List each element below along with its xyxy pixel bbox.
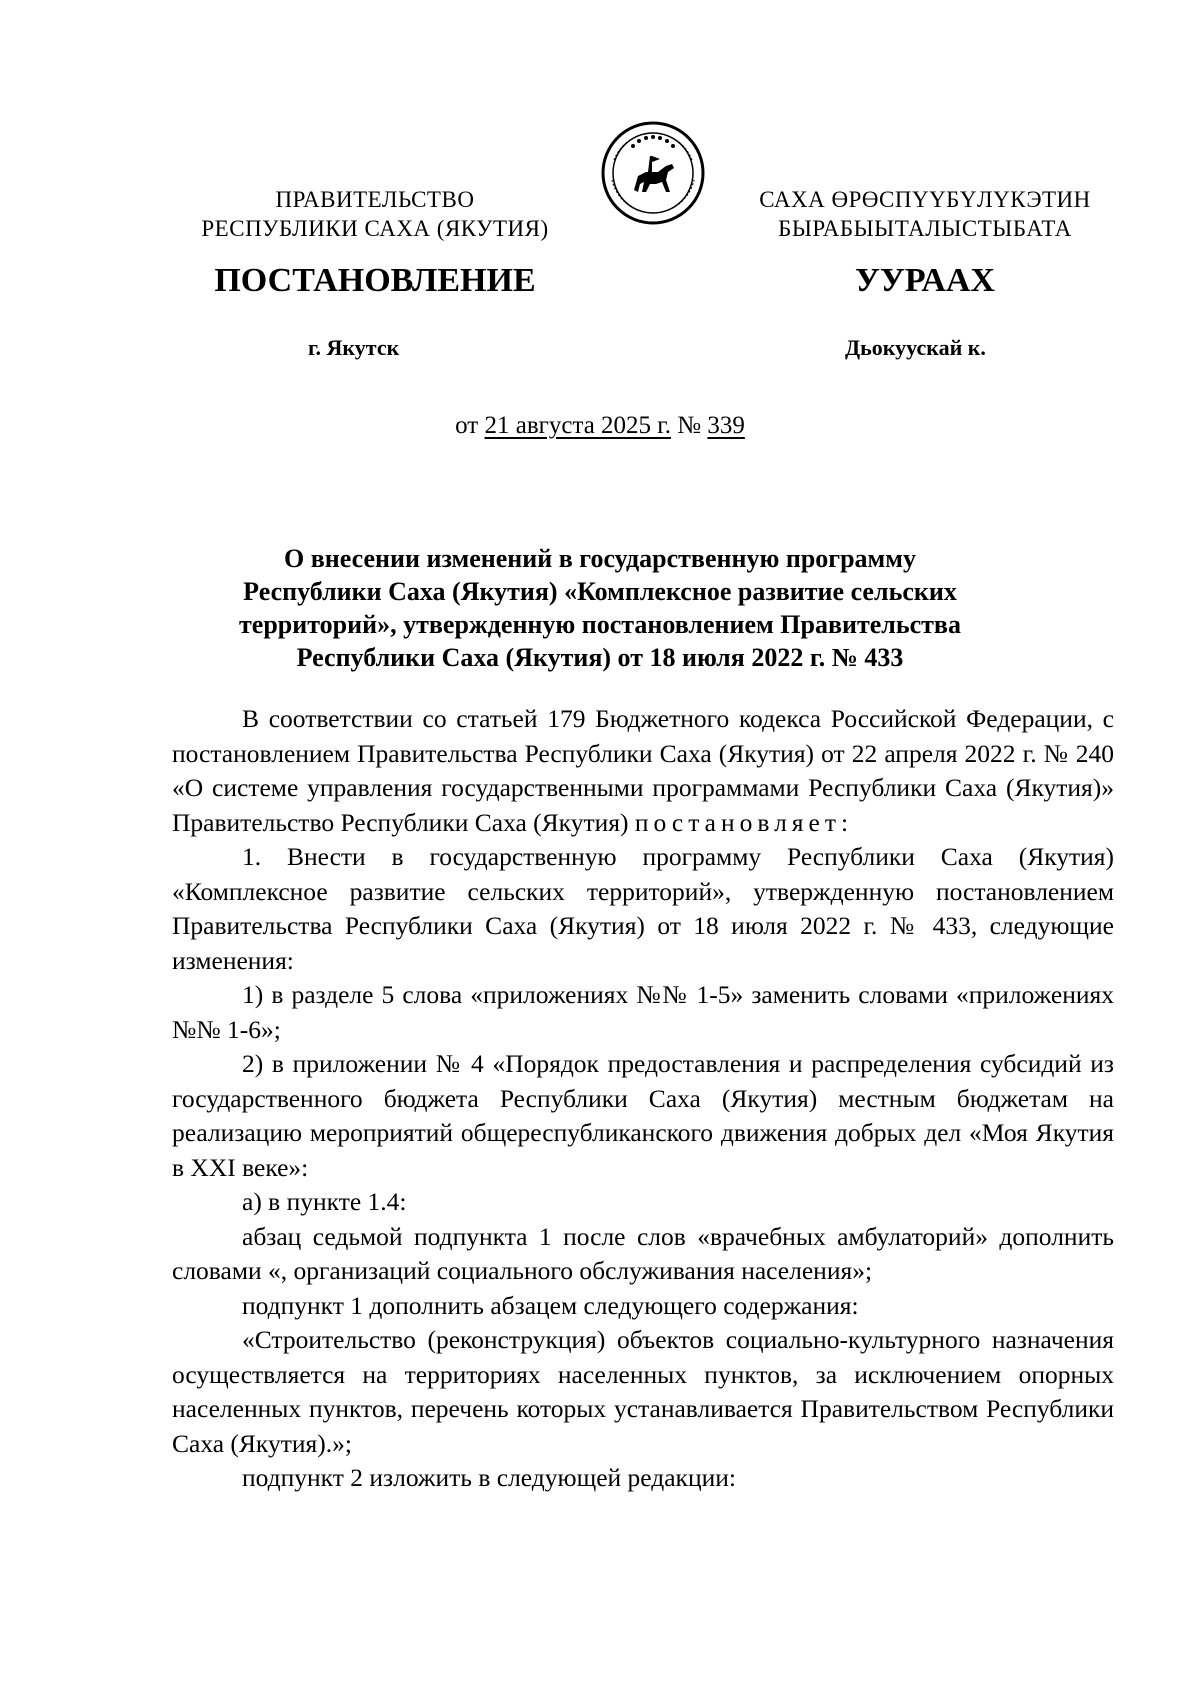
document-title	[160, 542, 1040, 674]
paragraph-preamble	[172, 702, 1114, 840]
paragraph-subitem-2: 2) в приложении № 4 «Порядок предоставления и распределения субсидий из государственного бюджета Республики Саха (Якутия) местным бюджетам на реализацию мероприятий общереспубликанского движения добрых дел «Моя Якутия в XXI веке»:	[172, 1049, 1114, 1182]
title-line-1: О внесении изменений в государственную программу	[284, 544, 916, 573]
date-number-line	[0, 412, 1200, 440]
number-sign: №	[677, 412, 702, 439]
issuer-russian-line2: РЕСПУБЛИКИ САХА (ЯКУТИЯ)	[201, 216, 549, 241]
doc-type-russian: ПОСТАНОВЛЕНИЕ	[214, 262, 536, 299]
issuer-sakha-line2: БЫРАБЫЫТАЛЫСТЫБАТА	[778, 216, 1072, 241]
paragraph-add-abzac: подпункт 1 дополнить абзацем следующего содержания:	[242, 1290, 859, 1320]
city-sakha: Дьокуускай к.	[845, 335, 986, 360]
coat-of-arms-icon	[600, 120, 706, 226]
document-body	[172, 702, 1114, 1496]
paragraph-subpoint-2: подпункт 2 изложить в следующей редакции:	[242, 1463, 736, 1492]
resolves-word: постановляет:	[634, 807, 854, 837]
title-line-4: Республики Саха (Якутия) от 18 июля 2022 г. № 433	[296, 643, 904, 672]
title-line-3: территорий», утвержденную постановлением Правительства	[239, 610, 961, 639]
preamble-text: В соответствии со статьей 179 Бюджетного кодекса Российской Федерации, с постановлением Правительства Республики Саха (Якутия) от 22 апреля 2022 г. № 240 «О системе управления государственными программами Республики Саха (Якутия)» Правительство Республики Саха (Якутия)	[172, 704, 1114, 837]
city-russian: г. Якутск	[308, 335, 400, 360]
document-number: 339	[707, 412, 745, 439]
title-line-2: Республики Саха (Якутия) «Комплексное развитие сельских	[243, 577, 957, 606]
paragraph-subitem-a: а) в пункте 1.4:	[242, 1187, 407, 1216]
document-date: 21 августа 2025 г.	[484, 412, 671, 439]
doc-type-sakha: УУРААХ	[855, 262, 995, 299]
issuer-russian	[145, 185, 605, 243]
paragraph-abzac-7: абзац седьмой подпункта 1 после слов «врачебных амбулаторий» дополнить словами «, организаций социального обслуживания населения»;	[172, 1221, 1114, 1285]
paragraph-quote-construction: «Строительство (реконструкция) объектов социально-культурного назначения осуществляется на территориях населенных пунктов, за исключением опорных населенных пунктов, перечень которых устанавливается Правительством Республики Саха (Якутия).»;	[172, 1325, 1114, 1458]
date-prefix: от	[455, 412, 479, 439]
paragraph-item-1: 1. Внести в государственную программу Республики Саха (Якутия) «Комплексное развитие сельских территорий», утвержденную постановлением Правительства Республики Саха (Якутия) от 18 июля 2022 г. № 433, следующие изменения:	[172, 842, 1114, 975]
paragraph-subitem-1: 1) в разделе 5 слова «приложениях №№ 1-5» заменить словами «приложениях №№ 1-6»;	[172, 980, 1114, 1044]
issuer-sakha	[695, 185, 1155, 243]
issuer-sakha-line1: САХА ӨРӨСПҮҮБҮЛҮКЭТИН	[759, 187, 1091, 212]
issuer-russian-line1: ПРАВИТЕЛЬСТВО	[275, 187, 475, 212]
